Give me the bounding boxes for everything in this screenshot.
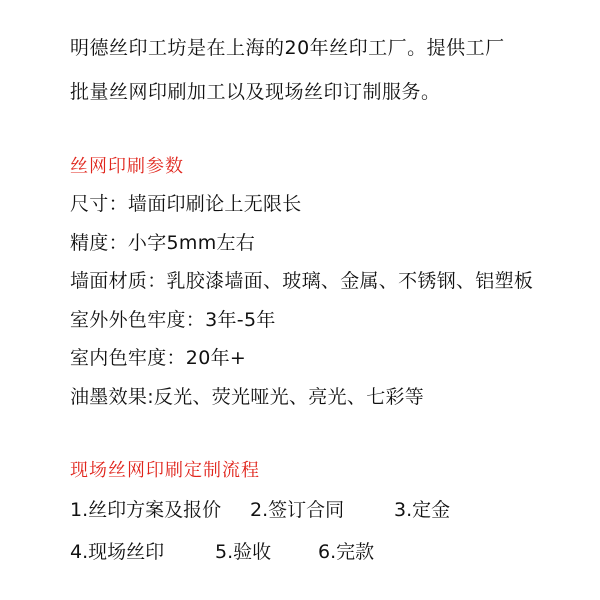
param-item: 尺寸：墙面印刷论上无限长 [70,193,302,215]
intro-paragraph [70,26,550,114]
param-item: 墙面材质：乳胶漆墙面、玻璃、金属、不锈钢、铝塑板 [70,270,534,292]
params-section-title: 丝网印刷参数 [70,156,184,177]
param-item: 精度：小字5mm左右 [70,231,256,254]
flow-step: 3.定金 [394,499,451,521]
flow-step: 5.验收 [215,541,272,563]
param-item: 油墨效果:反光、荧光哑光、亮光、七彩等 [70,385,425,408]
flow-step: 4.现场丝印 [70,541,165,563]
flow-step: 6.完款 [318,541,375,563]
flow-section-title: 现场丝网印刷定制流程 [70,460,260,481]
param-item: 室内色牢度：20年+ [70,347,247,369]
intro-line: 批量丝网印刷加工以及现场丝印订制服务。 [70,81,441,103]
param-item: 室外外色牢度：3年-5年 [70,308,276,331]
flow-step: 2.签订合同 [250,499,345,521]
flow-step: 1.丝印方案及报价 [70,499,222,521]
intro-line: 明德丝印工坊是在上海的20年丝印工厂。提供工厂 [70,37,505,59]
params-list [70,185,570,416]
